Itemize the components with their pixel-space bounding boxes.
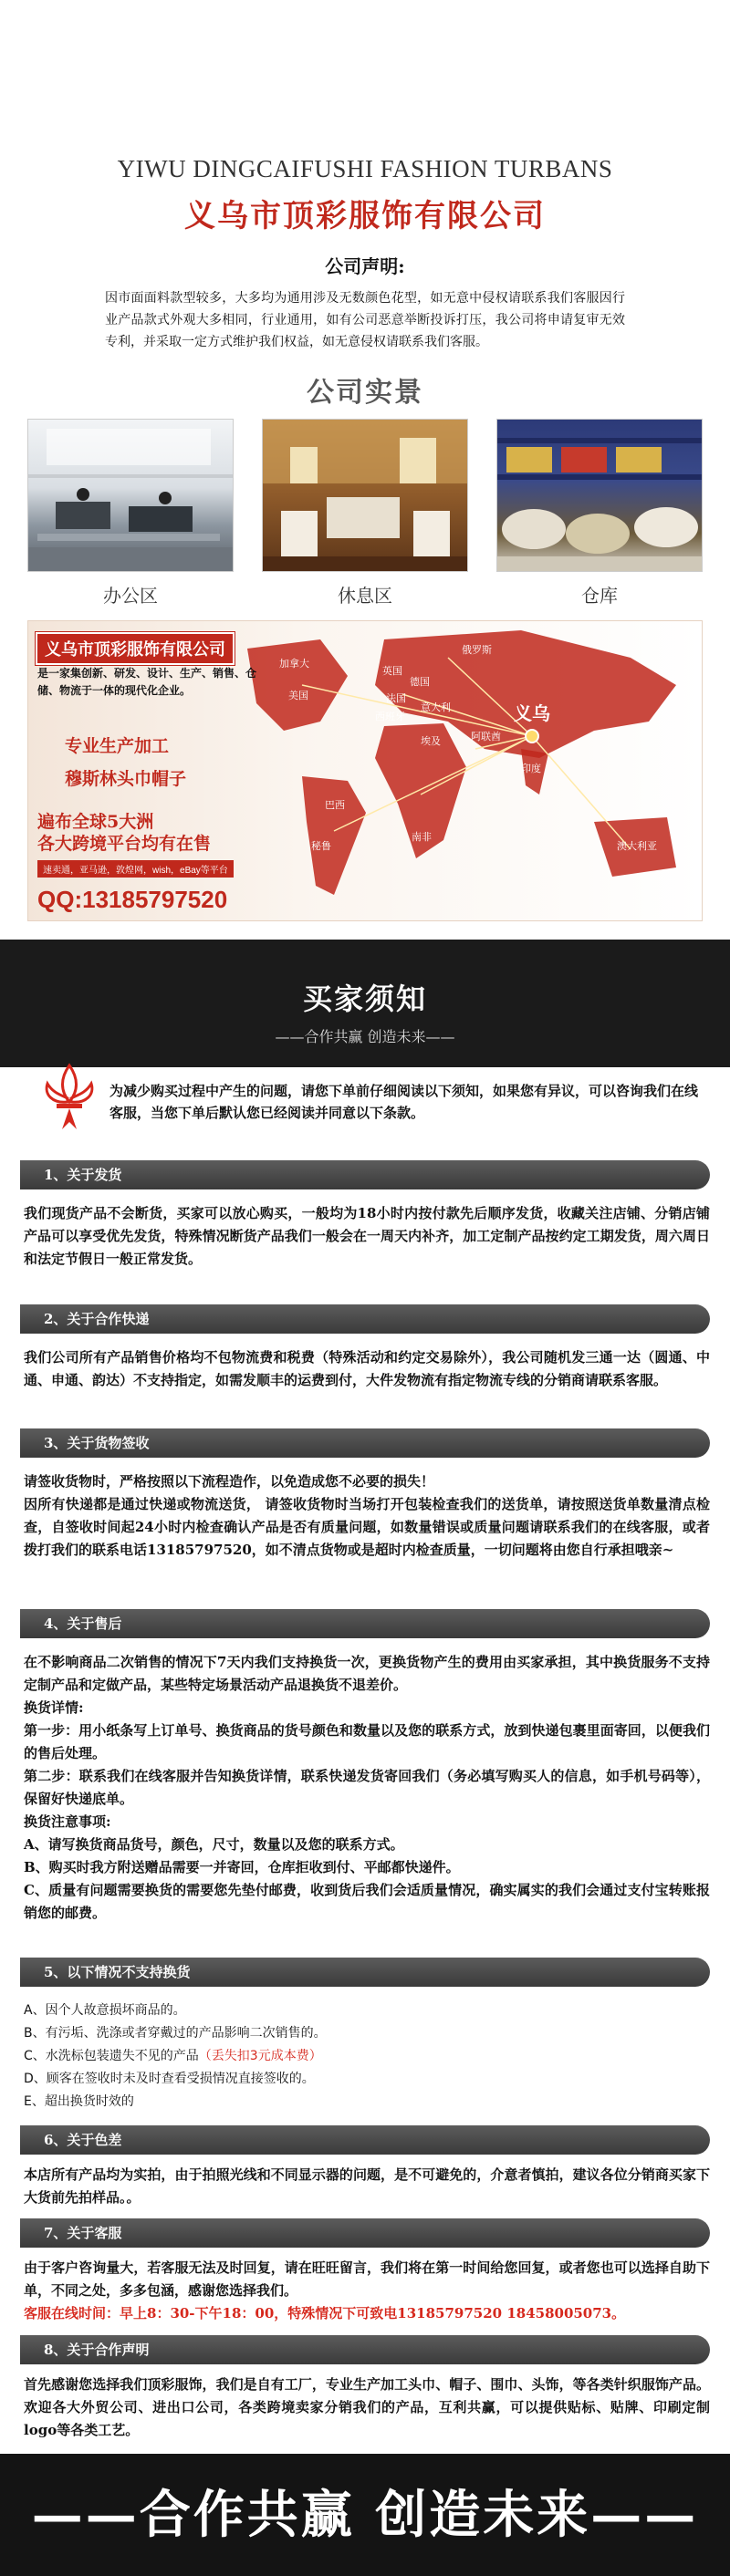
map-region-label: 美国 (288, 690, 308, 701)
map-region-label: 俄罗斯 (462, 644, 492, 656)
section-receipt-body (24, 1470, 710, 1562)
map-global-line1: 遍布全球5大洲 (37, 812, 154, 832)
section-text: 我们公司所有产品销售价格均不包物流费和税费（特殊活动和约定交易除外），我公司随机发三通一达（圆通、中通、申通、韵达）不支持指定，如需发顺丰的运费到付，大件发物流有指定物流专线的分销商请联系客服。 (24, 1349, 710, 1388)
photo-lounge (262, 419, 468, 608)
list-item-text: C、水洗标包装遗失不见的产品 (24, 2049, 199, 2063)
section-text: 因所有快递都是通过快递或物流送货， 请签收货物时当场打开包装检查我们的送货单，请按照送货单数量清点检查，自签收时间起24小时内检查确认产品是否有质量问题，如数量错误或质量问题请联系我们的在线客服，或者拨打我们的联系电话13185797520，如不清点货物或是超时内检查质量，一切问题将由您自行承担哦亲~ (24, 1496, 710, 1558)
map-region-label: 秘鲁 (311, 840, 331, 852)
section-text: 我们现货产品不会断货，买家可以放心购买，一般均为18小时内按付款先后顺序发货，收藏关注店铺、分销店铺产品可以享受优先发货，特殊情况断货产品我们一般会在一周天内补齐，加工定制产品按约定工期发货，周六周日和法定节假日一般正常发货。 (24, 1205, 710, 1267)
list-item-note: （丢失扣3元成本费） (198, 2049, 322, 2063)
declaration-text: 因市面面料款型较多，大多均为通用涉及无数颜色花型，如无意中侵权请联系我们客服因行业产品款式外观大多相同，行业通用，如有公司恶意举断投诉打压，我公司将申请复审无效专利，并采取一定方式维护我们权益，如无意侵权请联系我们客服。 (105, 291, 625, 349)
notice-intro-text: 为减少购买过程中产生的问题，请您下单前仔细阅读以下须知，如果您有异议，可以咨询我们在线客服，当您下单后默认您已经阅读并同意以下条款。 (110, 1083, 699, 1121)
world-map (247, 621, 703, 921)
buyer-notice-header (0, 940, 730, 1067)
map-region-label: 英国 (382, 665, 402, 677)
photo-caption: 仓库 (581, 585, 618, 607)
exchange-note-c: C、质量有问题需要换货的需要您先垫付邮费，收到货后我们会适质量情况，确实属实的我们会通过支付宝转账报销您的邮费。 (24, 1882, 710, 1921)
section-no-exchange-header: 5、以下情况不支持换货 (20, 1958, 710, 1987)
map-continent (302, 776, 366, 895)
map-region-label: 印度 (521, 763, 541, 774)
buyer-notice-subtitle: ——合作共赢 创造未来—— (275, 1028, 455, 1045)
map-global-line2: 各大跨境平台均有在售 (37, 834, 212, 854)
map-region-label: 意大利 (421, 701, 451, 713)
map-slogan-products: 穆斯林头巾帽子 (65, 769, 187, 789)
map-hub-label: 义乌 (514, 702, 550, 724)
warehouse-photo (496, 419, 703, 572)
map-contact-phone: QQ:13185797520 (37, 886, 228, 913)
map-region-label: 埃及 (421, 735, 441, 747)
section-receipt-header: 3、关于货物签收 (20, 1428, 710, 1458)
world-map-banner (27, 620, 703, 921)
map-region-label: 法国 (386, 692, 406, 704)
declaration-title: 公司声明: (325, 255, 405, 277)
map-region-label: 巴西 (325, 799, 345, 811)
exchange-step-2: 第二步：联系我们在线客服并告知换货详情，联系快递发货寄回我们（务必填写购买人的信息，如手机号码等），保留好快递底单。 (24, 1768, 710, 1807)
buyer-notice-title: 买家须知 (302, 982, 427, 1016)
notice-intro (24, 1058, 708, 1140)
list-item (24, 2045, 710, 2068)
map-platforms-badge: 速卖通，亚马逊，敦煌网，wish，eBay等平台 (37, 860, 234, 878)
list-item: A、因个人故意损坏商品的。 (24, 2003, 186, 2018)
photo-caption: 办公区 (103, 585, 158, 607)
section-aftersale-header: 4、关于售后 (20, 1609, 710, 1638)
map-company-description: 是一家集创新、研发、设计、生产、销售、仓储、物流于一体的现代化企业。 (37, 667, 257, 697)
section-text: 本店所有产品均为实拍，由于拍照光线和不同显示器的问题，是不可避免的，介意者慎拍，建议各位分销商买家下大货前先拍样品。。 (24, 2166, 710, 2206)
section-color-diff-header: 6、关于色差 (20, 2125, 710, 2155)
map-company-name: 义乌市顶彩服饰有限公司 (36, 632, 235, 665)
map-region-label: 澳大利亚 (617, 840, 657, 852)
photos-title: 公司实景 (307, 377, 423, 409)
footer-slogan-banner: ——合作共赢 创造未来—— (0, 2454, 730, 2576)
map-route-line (532, 736, 631, 849)
map-global-reach (37, 811, 211, 855)
lounge-photo (262, 419, 468, 572)
map-region-label: 德国 (410, 676, 430, 688)
company-chinese-name: 义乌市顶彩服饰有限公司 (184, 198, 546, 234)
exchange-step-1: 第一步：用小纸条写上订单号、换货商品的货号颜色和数量以及您的联系方式，放到快递包裹里面寄回，以便我们的售后处理。 (24, 1722, 710, 1761)
exchange-note-b: B、购买时我方附送赠品需要一并寄回，仓库拒收到付、平邮都快递件。 (24, 1859, 460, 1875)
exchange-process-title: 换货详情: (24, 1699, 84, 1716)
map-region-label: 南非 (412, 831, 432, 843)
section-color-diff-body (24, 2164, 710, 2209)
photo-warehouse (496, 419, 703, 608)
map-region-label: 西班牙 (375, 711, 405, 722)
section-cooperation-header: 8、关于合作声明 (20, 2335, 710, 2364)
company-photos (27, 419, 703, 608)
section-lead: 在不影响商品二次销售的情况下7天内我们支持换货一次，更换货物产生的费用由买家承担，其中换货服务不支持定制产品和定做产品，某些特定场景活动产品退换货不退差价。 (24, 1654, 710, 1693)
company-english-name: YIWU DINGCAIFUSHI FASHION TURBANS (117, 155, 613, 182)
section-shipping-body (24, 1202, 710, 1271)
section-lead: 请签收货物时，严格按照以下流程造作，以免造成您不必要的损失！ (24, 1473, 435, 1490)
office-photo (27, 419, 234, 572)
section-courier-body (24, 1346, 710, 1392)
exchange-notes-title: 换货注意事项: (24, 1813, 111, 1830)
map-region-label: 阿联酋 (471, 731, 501, 743)
section-service-body (24, 2257, 710, 2325)
list-item: B、有污垢、洗涤或者穿戴过的产品影响二次销售的。 (24, 2026, 327, 2041)
map-region-label: 加拿大 (279, 658, 309, 670)
section-courier-header: 2、关于合作快递 (20, 1304, 710, 1334)
list-item: D、顾客在签收时未及时查看受损情况直接签收的。 (24, 2072, 315, 2086)
section-shipping-header: 1、关于发货 (20, 1160, 710, 1189)
map-slogan-production: 专业生产加工 (65, 736, 170, 756)
section-aftersale-body (24, 1651, 710, 1925)
fleur-de-lis-icon (33, 1062, 106, 1135)
section-cooperation-body (24, 2373, 710, 2442)
section-service-header: 7、关于客服 (20, 2218, 710, 2248)
photo-office (27, 419, 234, 608)
service-hours: 客服在线时间：早上8：30-下午18：00，特殊情况下可致电13185797520 18458005073。 (24, 2305, 626, 2322)
section-text: 首先感谢您选择我们顶彩服饰，我们是自有工厂，专业生产加工头巾、帽子、围巾、头饰，等各类针织服饰产品。欢迎各大外贸公司、进出口公司，各类跨境卖家分销我们的产品，互利共赢，可以提供贴标、贴牌、印刷定制logo等各类工艺。 (24, 2376, 710, 2438)
list-item: E、超出换货时效的 (24, 2094, 134, 2109)
section-no-exchange-body (24, 2000, 710, 2114)
exchange-note-a: A、请写换货商品货号，颜色，尺寸，数量以及您的联系方式。 (24, 1836, 404, 1853)
photo-caption: 休息区 (338, 585, 392, 607)
section-text: 由于客户咨询量大，若客服无法及时回复，请在旺旺留言，我们将在第一时间给您回复，或者您也可以选择自助下单，不同之处，多多包涵，感谢您选择我们。 (24, 2259, 710, 2299)
